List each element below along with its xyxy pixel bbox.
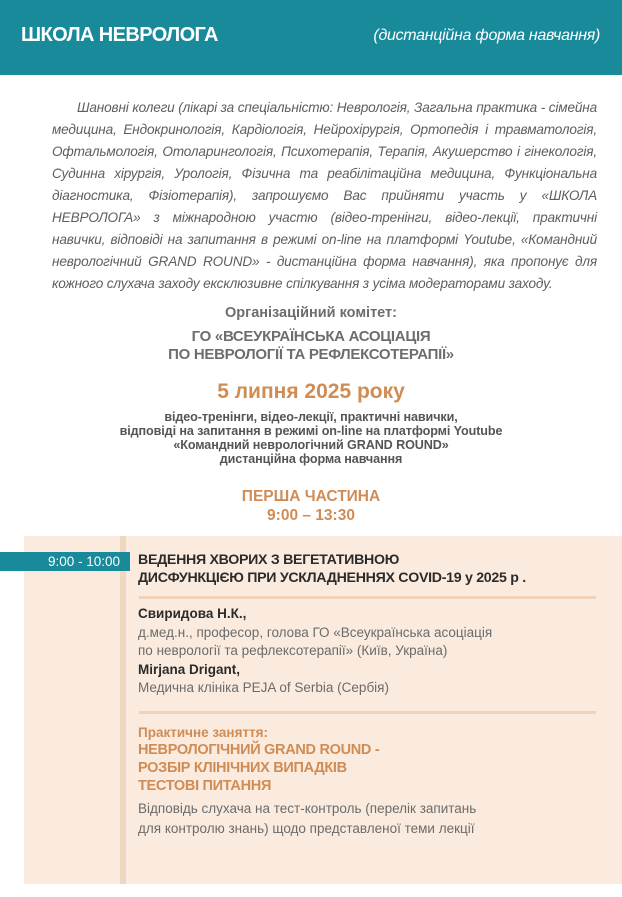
practice-description xyxy=(138,799,608,838)
page-header xyxy=(0,0,622,75)
organizer-name-line2: ПО НЕВРОЛОГІЇ ТА РЕФЛЕКСОТЕРАПІЇ» xyxy=(168,346,454,363)
speakers-list xyxy=(138,605,608,698)
part-time: 9:00 – 13:30 xyxy=(267,507,355,524)
part-heading xyxy=(0,487,622,525)
session-panel-divider xyxy=(120,536,126,884)
format-line: відео-тренінги, відео-лекції, практичні навички, xyxy=(164,410,458,424)
lecture-title-line2: ДИСФУНКЦІЄЮ ПРИ УСКЛАДНЕННЯХ COVID-19 у 2025 р . xyxy=(138,570,526,586)
practice-title-line: РОЗБІР КЛІНІЧНИХ ВИПАДКІВ xyxy=(138,760,347,776)
format-line: відповіді на запитання в режимі on-line на платформі Youtube xyxy=(119,424,503,438)
header-subtitle: (дистанційна форма навчання) xyxy=(373,27,600,44)
intro-paragraph: Шановні колеги (лікарі за спеціальністю: Неврологія, Загальна практика - сімейна медицина, Ендокринологія, Кардіологія, Нейрохірургія, Ортопедія і травматологія, Офтальмологія, Отоларингологія, Психотерапія, Терапія, Акушерство і гінекологія, Судинна хірургія, Урологія, Фізична та реабілітаційна медицина, Функціональна діагностика, Фізіотерапія), запрошуємо Вас прийняти участь у «ШКОЛА НЕВРОЛОГА» з міжнародною участю (відео-тренінги, відео-лекції, практичні навички, відповіді на запитання в режимі on-line на платформі Youtube, «Командний неврологічний GRAND ROUND» - дистанційна форма навчання), яка пропонує для кожного слухача заходу ексклюзивне спілкування з усіма модераторами заходу. xyxy=(52,100,597,291)
divider xyxy=(139,711,596,714)
format-line: дистанційна форма навчання xyxy=(219,452,403,466)
practice-title-line: ТЕСТОВІ ПИТАННЯ xyxy=(138,778,272,794)
organizer-name-line1: ГО «ВСЕУКРАЇНСЬКА АСОЦІАЦІЯ xyxy=(191,328,431,345)
session-time-badge: 9:00 - 10:00 xyxy=(0,552,130,571)
speaker-name: Mirjana Drigant, xyxy=(138,661,241,677)
speaker-description: Медична клініка PEJA of Serbia (Сербія) xyxy=(138,680,389,695)
part-title: ПЕРША ЧАСТИНА xyxy=(241,488,381,505)
event-formats xyxy=(0,410,622,466)
divider xyxy=(139,596,596,599)
event-date: 5 липня 2025 року xyxy=(217,380,405,403)
practice-desc-line: Відповідь слухача на тест-контроль (перелік запитань xyxy=(138,801,477,816)
lecture-title xyxy=(138,551,608,587)
organizer-name xyxy=(0,328,622,364)
speaker-name: Свиридова Н.К., xyxy=(138,606,247,621)
organizer-label: Організаційний комітет: xyxy=(225,305,397,321)
practice-label: Практичне заняття: xyxy=(138,725,269,740)
speaker-description: по неврології та рефлексотерапії» (Київ, Україна) xyxy=(138,643,448,658)
header-title: ШКОЛА НЕВРОЛОГА xyxy=(21,24,218,46)
practice-desc-line: для контролю знань) щодо представленої теми лекції xyxy=(138,820,475,836)
format-line: «Командний неврологічний GRAND ROUND» xyxy=(173,438,449,452)
speaker-description: д.мед.н., професор, голова ГО «Всеукраїнська асоціація xyxy=(138,624,493,640)
practice-section xyxy=(138,724,608,838)
lecture-title-line1: ВЕДЕННЯ ХВОРИХ З ВЕГЕТАТИВНОЮ xyxy=(138,552,400,568)
practice-title-line: НЕВРОЛОГІЧНИЙ GRAND ROUND - xyxy=(138,742,380,758)
